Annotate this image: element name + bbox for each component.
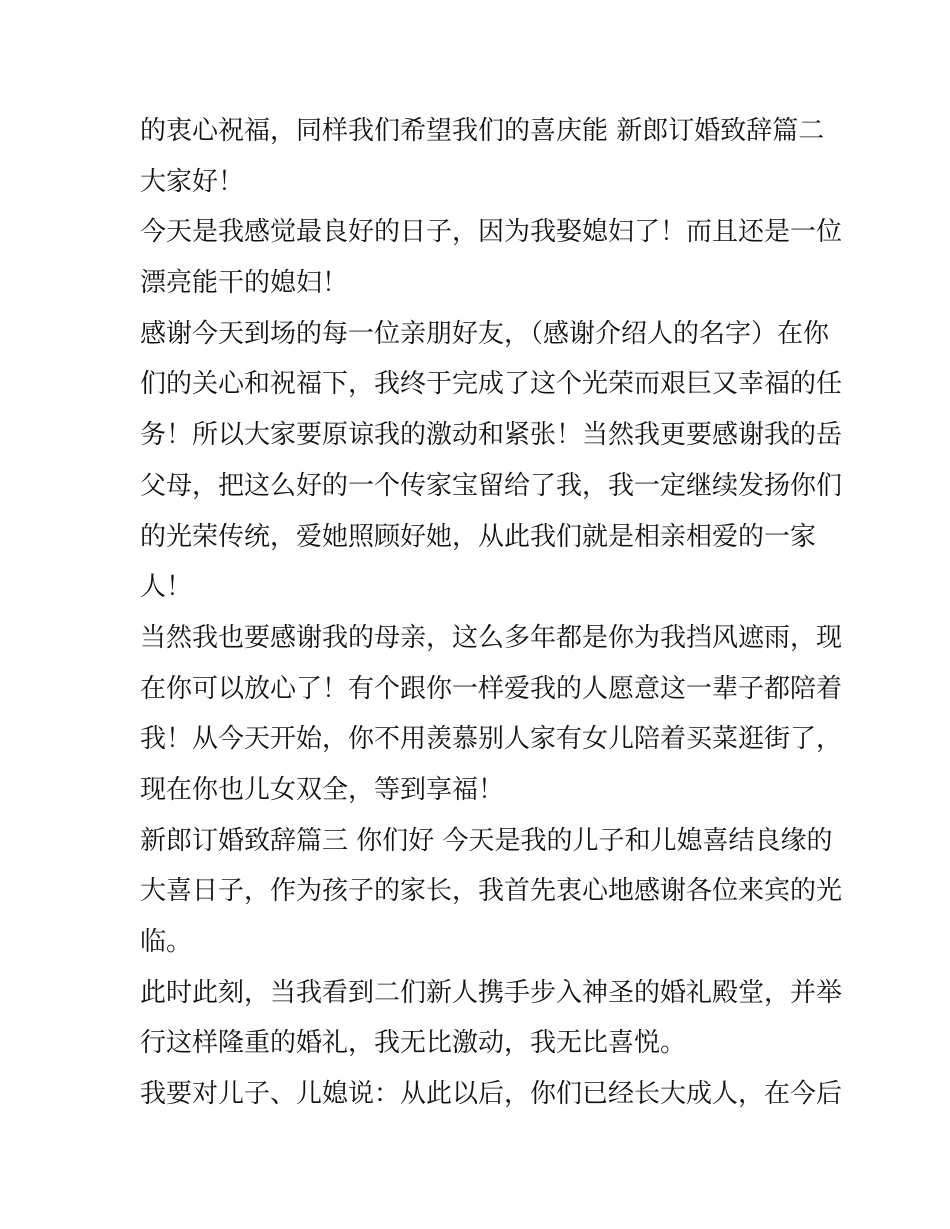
text-line: 临。 — [140, 927, 193, 957]
text-line: 的衷心祝福，同样我们希望我们的喜庆能 新郎订婚致辞篇二 — [140, 116, 825, 146]
text-line: 漂亮能干的媳妇！ — [140, 268, 349, 299]
text-line: 人！ — [140, 572, 193, 603]
text-line: 们的关心和祝福下，我终于完成了这个光荣而艰巨又幸福的任 — [140, 369, 843, 400]
text-line: 现在你也儿女双全，等到享福！ — [140, 774, 505, 805]
text-line: 此时此刻，当我看到二们新人携手步入神圣的婚礼殿堂，并举 — [140, 977, 843, 1008]
text-line: 行这样隆重的婚礼，我无比激动，我无比喜悦。 — [140, 1028, 687, 1059]
text-line: 我要对儿子、儿媳说：从此以后，你们已经长大成人，在今后 — [140, 1079, 843, 1110]
document-body — [140, 106, 843, 1120]
text-line: 父母，把这么好的一个传家宝留给了我，我一定继续发扬你们 — [140, 470, 843, 501]
text-line: 大喜日子，作为孩子的家长，我首先衷心地感谢各位来宾的光 — [140, 876, 843, 907]
text-line: 今天是我感觉最良好的日子，因为我娶媳妇了！而且还是一位 — [140, 217, 843, 248]
text-line: 的光荣传统，爱她照顾好她，从此我们就是相亲相爱的一家 — [140, 521, 817, 552]
text-line: 感谢今天到场的每一位亲朋好友，（感谢介绍人的名字）在你 — [140, 318, 830, 349]
text-line: 务！所以大家要原谅我的激动和紧张！当然我更要感谢我的岳 — [140, 420, 843, 451]
text-line: 当然我也要感谢我的母亲，这么多年都是你为我挡风遮雨，现 — [140, 622, 843, 653]
text-line: 大家好！ — [140, 166, 245, 197]
text-line: 在你可以放心了！有个跟你一样爱我的人愿意这一辈子都陪着 — [140, 673, 843, 704]
text-line: 新郎订婚致辞篇三 你们好 今天是我的儿子和儿媳喜结良缘的 — [140, 825, 833, 856]
text-line: 我！从今天开始，你不用羡慕别人家有女儿陪着买菜逛街了， — [140, 724, 843, 755]
